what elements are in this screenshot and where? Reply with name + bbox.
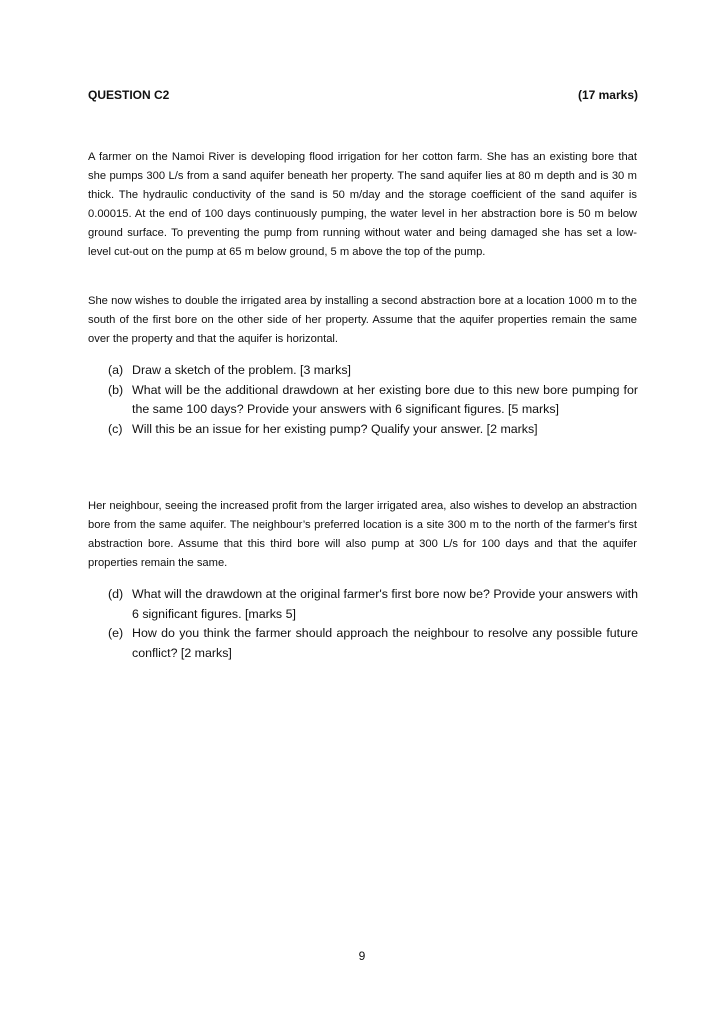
page-number: 9 bbox=[358, 949, 366, 963]
question-item-c bbox=[108, 420, 638, 440]
question-text: What will be the additional drawdown at her existing bore due to this new bore pumping for the same 100 days? Provide your answers with 6 significant figures. [5 marks] bbox=[132, 382, 638, 416]
question-list-part2 bbox=[108, 585, 638, 663]
question-label: (e) bbox=[108, 626, 124, 640]
question-text: How do you think the farmer should approach the neighbour to resolve any possible future conflict? [2 marks] bbox=[132, 626, 638, 660]
question-item-d bbox=[108, 585, 638, 624]
question-item-a bbox=[108, 361, 638, 381]
question-total-marks: (17 marks) bbox=[577, 88, 638, 102]
question-list-part1 bbox=[108, 361, 638, 439]
question-text: What will the drawdown at the original farmer's first bore now be? Provide your answers with 6 significant figures. [marks 5] bbox=[132, 587, 638, 621]
neighbour-paragraph: Her neighbour, seeing the increased profit from the larger irrigated area, also wishes to develop an abstraction bore from the same aquifer. The neighbour’s preferred location is a site 300 m to the north of the farmer's first abstraction bore. Assume that this third bore will also pump at 300 L/s for 100 days and that the aquifer properties remain the same. bbox=[88, 500, 637, 569]
second-bore-paragraph: She now wishes to double the irrigated area by installing a second abstraction bore at a location 1000 m to the south of the first bore on the other side of her property. Assume that the aquifer properties remain the same over the property and that the aquifer is horizontal. bbox=[88, 295, 637, 345]
scenario-paragraph: A farmer on the Namoi River is developing flood irrigation for her cotton farm. She has an existing bore that she pumps 300 L/s from a sand aquifer beneath her property. The sand aquifer lies at 80 m depth and is 30 m thick. The hydraulic conductivity of the sand is 50 m/day and the storage coefficient of the sand aquifer is 0.00015. At the end of 100 days continuously pumping, the water level in her abstraction bore is 50 m below ground surface. To preventing the pump from running without water and being damaged she has set a low-level cut-out on the pump at 65 m below ground, 5 m above the top of the pump. bbox=[88, 151, 637, 258]
question-label: (c) bbox=[108, 421, 123, 436]
question-item-b bbox=[108, 381, 638, 420]
question-label: (a) bbox=[108, 363, 124, 377]
question-label: (d) bbox=[108, 587, 124, 601]
question-item-e bbox=[108, 624, 638, 663]
question-title: QUESTION C2 bbox=[88, 88, 170, 102]
question-text: Will this be an issue for her existing pump? Qualify your answer. [2 marks] bbox=[132, 421, 538, 436]
question-text: Draw a sketch of the problem. [3 marks] bbox=[132, 363, 351, 377]
question-label: (b) bbox=[108, 382, 124, 397]
question-header bbox=[88, 88, 638, 104]
